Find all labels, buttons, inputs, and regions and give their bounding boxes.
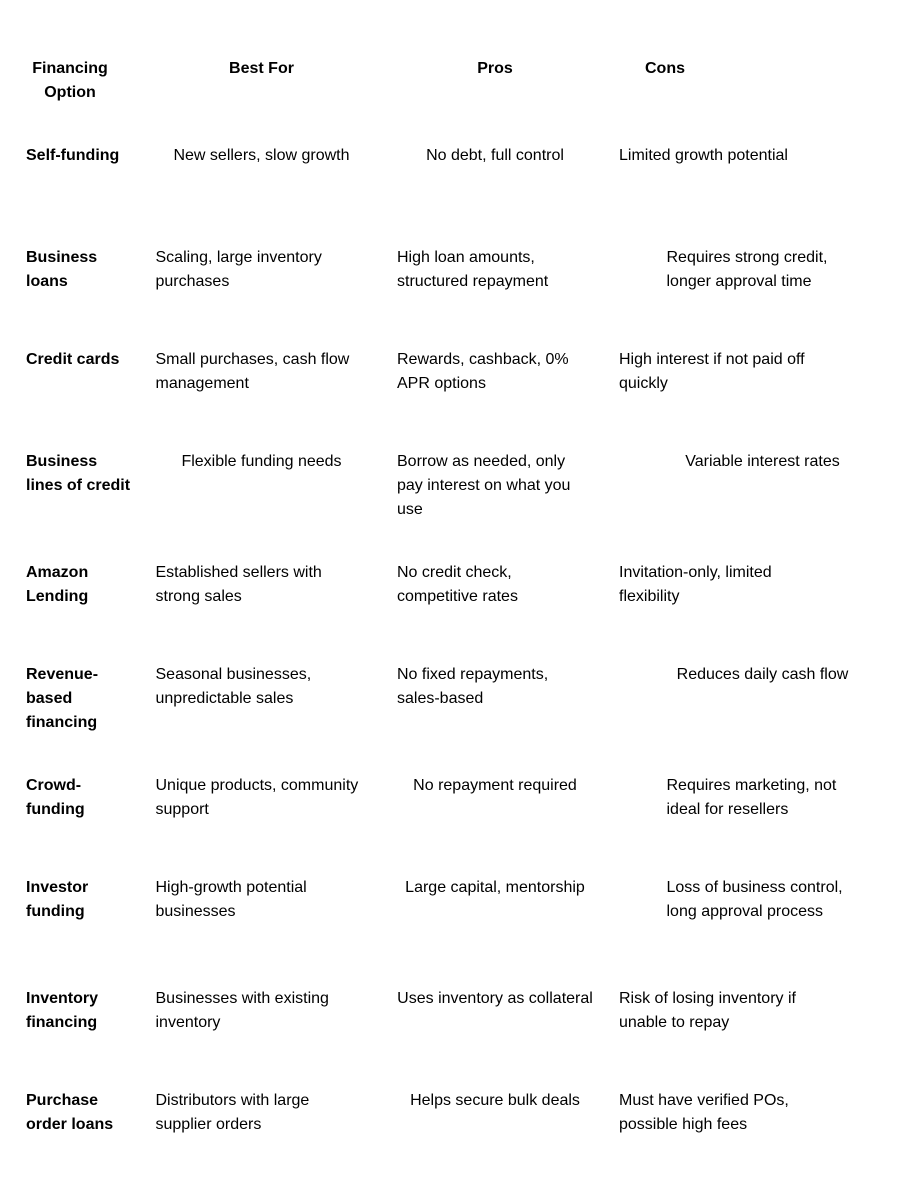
cell-financing-option (0, 654, 140, 765)
cell-cons (607, 1080, 918, 1178)
cell-financing-option (0, 339, 140, 441)
cell-best-for (140, 1080, 383, 1178)
financing-option-name: Credit cards (26, 351, 120, 368)
financing-option-name: Inventory financing (26, 990, 99, 1031)
cell-pros (383, 339, 607, 441)
financing-option-name: Self-funding (26, 147, 120, 164)
cell-pros (383, 237, 607, 339)
cell-best-for (140, 552, 383, 654)
cell-cons (607, 237, 918, 339)
cell-financing-option (0, 135, 140, 237)
cell-financing-option (0, 237, 140, 339)
cell-financing-option (0, 441, 140, 552)
cell-best-for (140, 978, 383, 1080)
pros-text: Uses inventory as collateral (397, 990, 593, 1007)
best-for-text: Established sellers with strong sales (155, 564, 322, 605)
cons-text: Must have verified POs, possible high fees (619, 1092, 789, 1133)
cons-text: Risk of losing inventory if unable to repay (619, 990, 796, 1031)
cell-best-for (140, 441, 383, 552)
cell-best-for (140, 237, 383, 339)
column-header-label: Cons (645, 60, 685, 77)
column-header-pros (383, 40, 607, 135)
cell-best-for (140, 867, 383, 978)
pros-text: No fixed repayments, sales-based (397, 666, 549, 707)
cell-pros (383, 867, 607, 978)
table-row (0, 1080, 918, 1178)
best-for-text: Unique products, community support (155, 777, 359, 818)
table-row (0, 135, 918, 237)
cell-financing-option (0, 765, 140, 867)
cons-text: Loss of business control, long approval process (666, 879, 843, 920)
pros-text: High loan amounts, structured repayment (397, 249, 549, 290)
best-for-text: Seasonal businesses, unpredictable sales (155, 666, 312, 707)
best-for-text: High-growth potential businesses (155, 879, 307, 920)
cell-pros (383, 552, 607, 654)
table-header (0, 40, 918, 135)
cons-text: High interest if not paid off quickly (619, 351, 805, 392)
financing-option-name: Purchase order loans (26, 1092, 114, 1133)
cell-best-for (140, 135, 383, 237)
cell-financing-option (0, 552, 140, 654)
cell-best-for (140, 654, 383, 765)
cell-financing-option (0, 867, 140, 978)
column-header-label: Financing Option (32, 60, 108, 101)
column-header-cons (607, 40, 918, 135)
pros-text: Rewards, cashback, 0% APR options (397, 351, 569, 392)
best-for-text: Distributors with large supplier orders (155, 1092, 310, 1133)
best-for-text: New sellers, slow growth (173, 147, 350, 164)
cell-financing-option (0, 978, 140, 1080)
financing-options-table (0, 40, 918, 1178)
cell-pros (383, 135, 607, 237)
cell-pros (383, 654, 607, 765)
best-for-text: Businesses with existing inventory (155, 990, 329, 1031)
financing-option-name: Amazon Lending (26, 564, 89, 605)
cons-text: Invitation-only, limited flexibility (619, 564, 772, 605)
cell-cons (607, 135, 918, 237)
column-header-label: Best For (229, 60, 294, 77)
table-row (0, 339, 918, 441)
financing-option-name: Revenue-based financing (26, 666, 99, 731)
cell-cons (607, 765, 918, 867)
cell-best-for (140, 339, 383, 441)
cons-text: Requires strong credit, longer approval time (666, 249, 828, 290)
table-row (0, 654, 918, 765)
table-row (0, 867, 918, 978)
table-row (0, 441, 918, 552)
cell-best-for (140, 765, 383, 867)
cell-cons (607, 978, 918, 1080)
pros-text: Large capital, mentorship (405, 879, 585, 896)
cons-text: Requires marketing, not ideal for resellers (666, 777, 837, 818)
cell-pros (383, 441, 607, 552)
pros-text: No debt, full control (426, 147, 564, 164)
table-row (0, 237, 918, 339)
pros-text: Helps secure bulk deals (410, 1092, 580, 1109)
pros-text: No credit check, competitive rates (397, 564, 518, 605)
cell-financing-option (0, 1080, 140, 1178)
financing-option-name: Investor funding (26, 879, 89, 920)
financing-option-name: Business lines of credit (26, 453, 131, 494)
column-header-best-for (140, 40, 383, 135)
cell-cons (607, 339, 918, 441)
cell-cons (607, 441, 918, 552)
pros-text: Borrow as needed, only pay interest on what you use (397, 453, 571, 518)
cell-cons (607, 552, 918, 654)
cons-text: Limited growth potential (619, 147, 788, 164)
table-row (0, 552, 918, 654)
table-body (0, 135, 918, 1178)
best-for-text: Scaling, large inventory purchases (155, 249, 322, 290)
cell-pros (383, 765, 607, 867)
cell-cons (607, 867, 918, 978)
best-for-text: Small purchases, cash flow management (155, 351, 350, 392)
cons-text: Reduces daily cash flow (676, 666, 849, 683)
financing-option-name: Crowd-funding (26, 777, 85, 818)
best-for-text: Flexible funding needs (181, 453, 342, 470)
pros-text: No repayment required (413, 777, 577, 794)
table-row (0, 765, 918, 867)
cons-text: Variable interest rates (685, 453, 840, 470)
cell-pros (383, 1080, 607, 1178)
financing-option-name: Business loans (26, 249, 98, 290)
column-header-label: Pros (477, 60, 513, 77)
cell-pros (383, 978, 607, 1080)
column-header-financing-option (0, 40, 140, 135)
table-header-row (0, 40, 918, 135)
table-row (0, 978, 918, 1080)
cell-cons (607, 654, 918, 765)
